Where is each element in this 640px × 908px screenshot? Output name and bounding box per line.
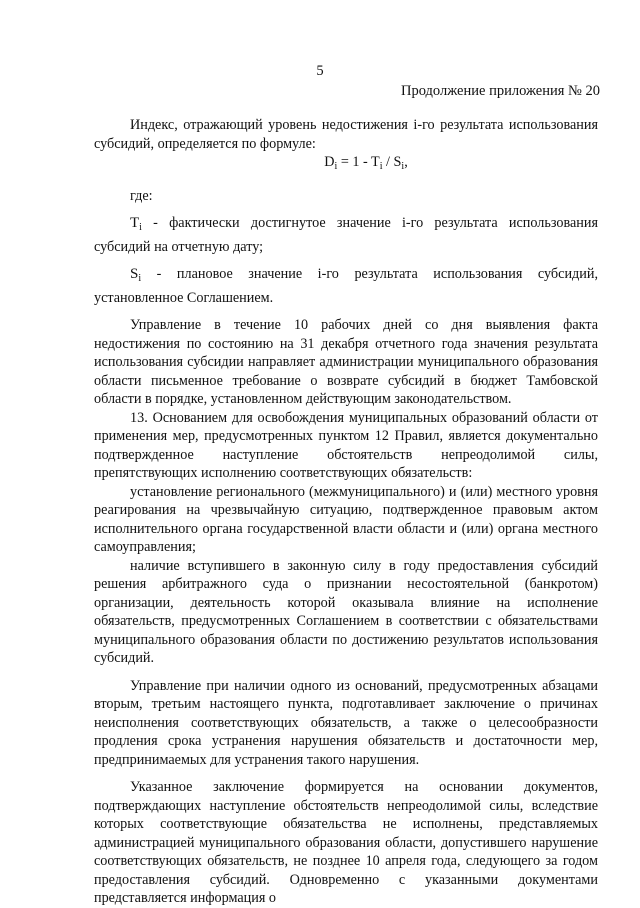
- formula-divisor: / S: [382, 154, 402, 170]
- definition-s-symbol: S: [130, 266, 139, 282]
- formula-middle-subscript: i: [379, 161, 383, 172]
- definition-s: [94, 265, 598, 307]
- definition-t-symbol: T: [130, 215, 140, 231]
- definition-t-text: - фактически достигнутое значение i-го результата использования субсидий на отчетную дату;: [94, 215, 598, 255]
- formula-lhs: D: [324, 154, 335, 170]
- formula: [94, 153, 598, 177]
- formula-middle: = 1 - T: [337, 154, 380, 170]
- paragraph-emergency: установление регионального (межмуниципального) и (или) местного уровня реагирования на чрезвычайную ситуацию, подтвержденное правовым актом исполнительного органа государственной власти области и (или) органа местного самоуправления;: [94, 483, 598, 555]
- page-number: 5: [316, 63, 324, 79]
- where-label: где:: [130, 187, 153, 204]
- paragraph-documents: Указанное заключение формируется на основании документов, подтверждающих наступление обстоятельств непреодолимой силы, вследствие которых соответствующие обязательства не исполнены, представляемых администрацией муниципального образования области, допустившего нарушение соответствующих обязательств, не позднее 10 апреля года, следующего за годом предоставления субсидий. Одновременно с указанными документами представляется информация о: [94, 779, 598, 906]
- formula-end: ,: [404, 154, 408, 170]
- formula-lhs-subscript: i: [334, 161, 338, 172]
- definition-s-text: - плановое значение i-го результата использования субсидий, установленное Соглашением.: [94, 266, 598, 306]
- paragraph-index-definition: Индекс, отражающий уровень недостижения i-го результата использования субсидий, определяется по формуле:: [94, 117, 598, 152]
- paragraph-13: 13. Основанием для освобождения муниципальных образований области от применения мер, предусмотренных пунктом 12 Правил, является документально подтвержденное наступление обстоятельств непреодолимой силы, препятствующих исполнению соответствующих обязательств:: [94, 409, 598, 481]
- definition-s-subscript: i: [138, 273, 142, 284]
- paragraph-court-decision: наличие вступившего в законную силу в году предоставления субсидий решения арбитражного суда о признании несостоятельной (банкротом) организации, деятельность которой оказывала влияние на исполнение обязательств, предусмотренных Соглашением в соответствии с обязательствами муниципального образования области по достижению результатов использования субсидий.: [94, 557, 598, 666]
- document-body: [94, 116, 598, 908]
- paragraph-conclusion: Управление при наличии одного из оснований, предусмотренных абзацами вторым, третьим настоящего пункта, подготавливает заключение о причинах неисполнения соответствующих обязательств, а также о целесообразности продления срока устранения нарушения обязательств и достаточности мер, предпринимаемых для устранения такого нарушения.: [94, 677, 598, 768]
- definition-t: [94, 214, 598, 256]
- definition-t-subscript: i: [139, 222, 142, 233]
- formula-divisor-subscript: i: [401, 161, 405, 172]
- appendix-continuation-label: Продолжение приложения № 20: [401, 83, 600, 99]
- paragraph-management-requirement: Управление в течение 10 рабочих дней со дня выявления факта недостижения по состоянию на 31 декабря отчетного года значения результата использования субсидии направляет администрации муниципального образования области письменное требование о возврате субсидий в бюджет Тамбовской области в порядке, установленном действующим законодательством.: [94, 317, 598, 407]
